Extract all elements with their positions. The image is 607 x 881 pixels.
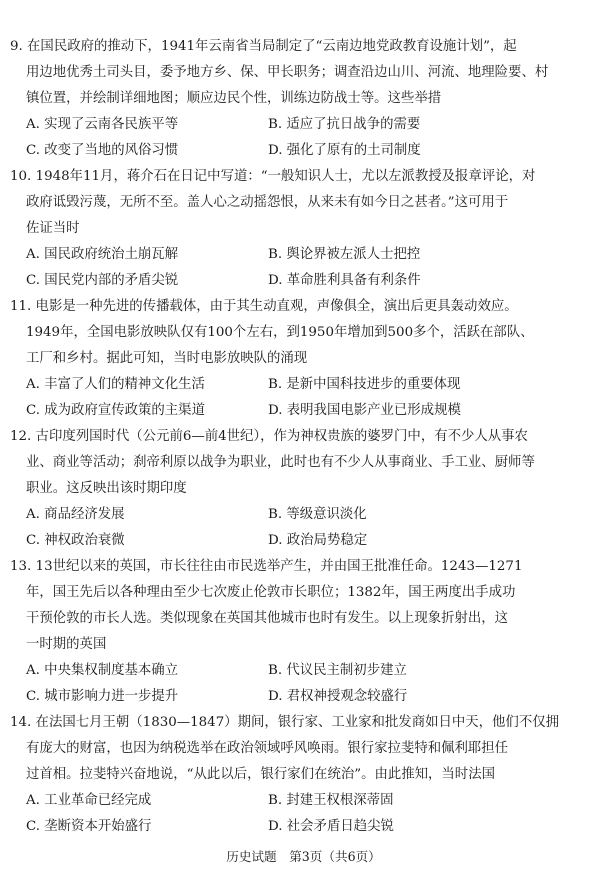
question-stem-line: 13. 13世纪以来的英国，市长往往由市民选举产生，并由国王批准任命。1243—1271 <box>10 559 523 574</box>
option-a[interactable]: A. 工业革命已经完成 <box>26 793 152 808</box>
option-c[interactable]: C. 垄断资本开始盛行 <box>26 819 152 834</box>
option-a[interactable]: A. 国民政府统治土崩瓦解 <box>26 247 179 262</box>
option-a[interactable]: A. 中央集权制度基本确立 <box>26 663 179 678</box>
question-stem-line: 工厂和乡村。据此可知，当时电影放映队的涌现 <box>26 351 308 366</box>
option-d[interactable]: D. 社会矛盾日趋尖锐 <box>268 819 394 834</box>
question-stem-line: 14. 在法国七月王朝（1830—1847）期间，银行家、工业家和批发商如日中天，他们不仅拥 <box>10 715 559 730</box>
option-b[interactable]: B. 代议民主制初步建立 <box>268 663 407 678</box>
question-14 <box>10 710 579 840</box>
question-stem-line: 职业。这反映出该时期印度 <box>26 481 187 496</box>
option-d[interactable]: D. 政治局势稳定 <box>268 533 368 548</box>
option-c[interactable]: C. 改变了当地的风俗习惯 <box>26 143 179 158</box>
question-stem-line: 镇位置，并绘制详细地图；顺应边民个性，训练边防战士等。这些举措 <box>26 91 442 106</box>
option-b[interactable]: B. 舆论界被左派人士把控 <box>268 247 421 262</box>
question-10 <box>10 164 579 294</box>
answer-options <box>10 788 579 840</box>
option-c[interactable]: C. 成为政府宣传政策的主渠道 <box>26 403 205 418</box>
question-stem-line: 11. 电影是一种先进的传播载体，由于其生动直观，声像俱全，演出后更具轰动效应。 <box>10 299 518 314</box>
option-c[interactable]: C. 神权政治衰微 <box>26 533 125 548</box>
question-stem-line: 干预伦敦的市长人选。类似现象在英国其他城市也时有发生。以上现象折射出，这 <box>26 611 509 626</box>
option-a[interactable]: A. 商品经济发展 <box>26 507 125 522</box>
option-c[interactable]: C. 国民党内部的矛盾尖锐 <box>26 273 179 288</box>
option-a[interactable]: A. 实现了云南各民族平等 <box>26 117 179 132</box>
question-9 <box>10 34 579 164</box>
option-d[interactable]: D. 革命胜利具备有利条件 <box>268 273 421 288</box>
option-d[interactable]: D. 强化了原有的土司制度 <box>268 143 421 158</box>
option-d[interactable]: D. 君权神授观念较盛行 <box>268 689 408 704</box>
question-stem-line: 过首相。拉斐特兴奋地说，“从此以后，银行家们在统治”。由此推知，当时法国 <box>26 767 495 782</box>
option-b[interactable]: B. 封建王权根深蒂固 <box>268 793 394 808</box>
question-stem-line: 有庞大的财富，也因为纳税选举在政治领域呼风唤雨。银行家拉斐特和佩利耶担任 <box>26 741 509 756</box>
option-c[interactable]: C. 城市影响力进一步提升 <box>26 689 179 704</box>
question-11 <box>10 294 579 424</box>
answer-options <box>10 658 579 710</box>
question-stem-line: 1949年，全国电影放映队仅有100个左右，到1950年增加到500多个，活跃在部队、 <box>26 325 534 340</box>
question-stem-line: 年，国王先后以各种理由至少七次废止伦敦市长职位；1382年，国王两度出手成功 <box>26 585 516 600</box>
answer-options <box>10 502 579 554</box>
question-stem-line: 业、商业等活动；刹帝利原以战争为职业，此时也有不少人从事商业、手工业、厨师等 <box>26 455 535 470</box>
question-stem-line: 用边地优秀土司头目，委予地方乡、保、甲长职务；调查沿边山川、河流、地理险要、村 <box>26 65 549 80</box>
question-stem-line: 佐证当时 <box>26 221 80 236</box>
answer-options <box>10 372 579 424</box>
answer-options <box>10 242 579 294</box>
question-stem-line: 政府诋毁污蔑，无所不至。盖人心之动摇怨恨，从来未有如今日之甚者。”这可用于 <box>26 195 509 210</box>
question-12 <box>10 424 579 554</box>
question-stem-line: 一时期的英国 <box>26 637 107 652</box>
page-footer: 历史试题 第3页（共6页） <box>226 849 381 864</box>
question-13 <box>10 554 579 710</box>
option-d[interactable]: D. 表明我国电影产业已形成规模 <box>268 403 461 418</box>
option-a[interactable]: A. 丰富了人们的精神文化生活 <box>26 377 205 392</box>
option-b[interactable]: B. 等级意识淡化 <box>268 507 367 522</box>
question-stem-line: 10. 1948年11月，蒋介石在日记中写道：“一般知识人士，尤以左派教授及报章评论，对 <box>10 169 536 184</box>
question-stem-line: 12. 古印度列国时代（公元前6—前4世纪），作为神权贵族的婆罗门中，有不少人从事农 <box>10 429 528 444</box>
answer-options <box>10 112 579 164</box>
question-stem-line: 9. 在国民政府的推动下，1941年云南省当局制定了“云南边地党政教育设施计划”，起 <box>10 39 517 54</box>
option-b[interactable]: B. 是新中国科技进步的重要体现 <box>268 377 461 392</box>
option-b[interactable]: B. 适应了抗日战争的需要 <box>268 117 421 132</box>
